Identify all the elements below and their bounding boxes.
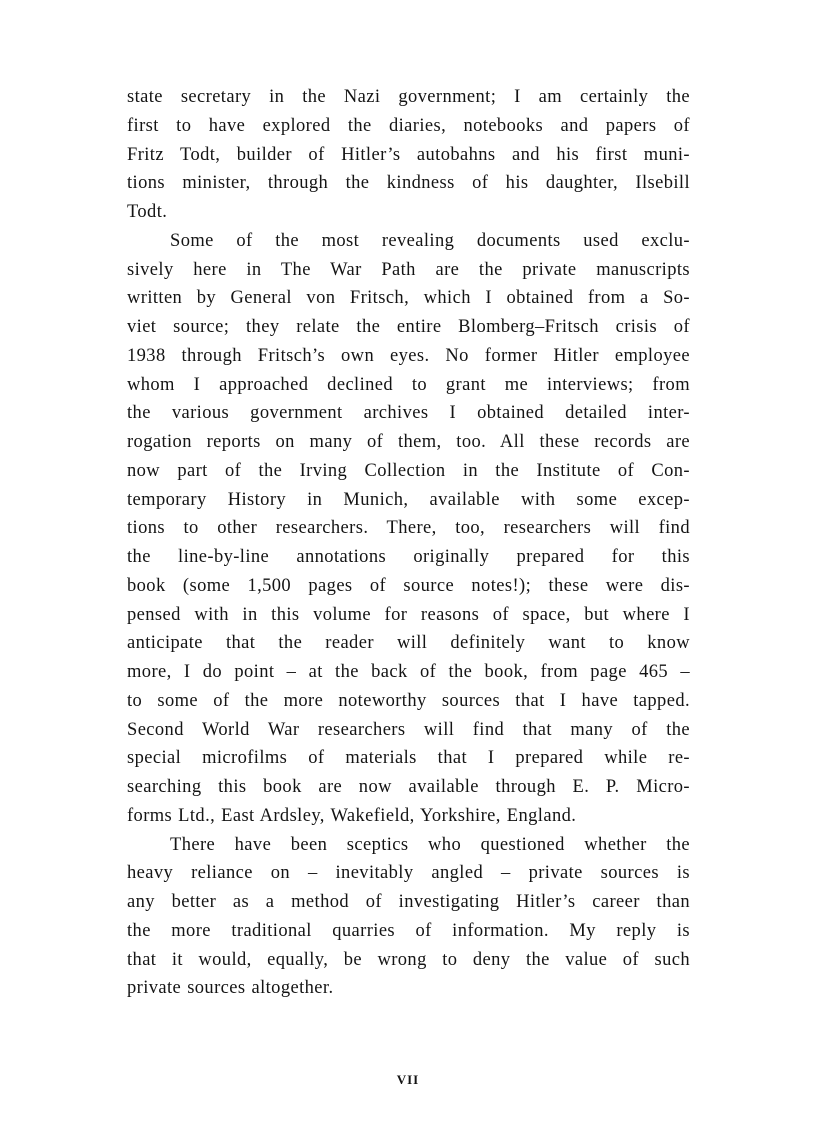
paragraph — [127, 831, 690, 1004]
text-line: pensed with in this volume for reasons of space, but where I — [127, 604, 690, 625]
text-line: whom I approached declined to grant me interviews; from — [127, 374, 690, 395]
text-line: more, I do point – at the back of the book, from page 465 – — [127, 662, 690, 682]
text-line: There have been sceptics who questioned whether the — [170, 834, 690, 855]
text-line: that it would, equally, be wrong to deny the value of such — [127, 949, 690, 970]
paragraph — [127, 227, 690, 831]
text-line: tions minister, through the kindness of his daughter, Ilsebill — [127, 173, 690, 194]
text-line: the more traditional quarries of information. My reply is — [127, 920, 690, 941]
text-line: Second World War researchers will find that many of the — [127, 719, 690, 740]
text-line: viet source; they relate the entire Blomberg–Fritsch crisis of — [127, 317, 690, 337]
text-line: Todt. — [127, 202, 168, 222]
text-line: temporary History in Munich, available with some excep- — [127, 489, 690, 510]
text-line: state secretary in the Nazi government; I am certainly the — [127, 87, 690, 107]
text-line: first to have explored the diaries, notebooks and papers of — [127, 115, 690, 136]
text-line: tions to other researchers. There, too, researchers will find — [127, 518, 690, 539]
text-line: any better as a method of investigating Hitler’s career than — [127, 892, 690, 912]
text-line: anticipate that the reader will definitely want to know — [127, 633, 690, 654]
text-line: Fritz Todt, builder of Hitler’s autobahns and his first muni- — [127, 144, 690, 165]
text-line: the various government archives I obtained detailed inter- — [127, 403, 690, 424]
text-line: written by General von Fritsch, which I obtained from a So- — [127, 288, 690, 309]
text-line: to some of the more noteworthy sources that I have tapped. — [127, 690, 690, 711]
text-line: now part of the Irving Collection in the Institute of Con- — [127, 460, 690, 481]
text-line: 1938 through Fritsch’s own eyes. No former Hitler employee — [127, 345, 690, 366]
text-line: searching this book are now available through E. P. Micro- — [127, 777, 690, 797]
text-line: private sources altogether. — [127, 978, 334, 999]
text-line: forms Ltd., East Ardsley, Wakefield, Yorkshire, England. — [127, 805, 577, 826]
text-line: heavy reliance on – inevitably angled – private sources is — [127, 863, 690, 884]
text-line: the line-by-line annotations originally prepared for this — [127, 547, 690, 567]
text-line: book (some 1,500 pages of source notes!); these were dis- — [127, 575, 690, 596]
text-line: sively here in The War Path are the private manuscripts — [127, 259, 690, 280]
text-line: special microfilms of materials that I prepared while re- — [127, 748, 690, 769]
text-line: rogation reports on many of them, too. All these records are — [127, 432, 690, 452]
body-text — [127, 83, 690, 1003]
text-line: Some of the most revealing documents used exclu- — [170, 230, 690, 251]
page-number: VII — [396, 1072, 420, 1087]
paragraph — [127, 83, 690, 227]
